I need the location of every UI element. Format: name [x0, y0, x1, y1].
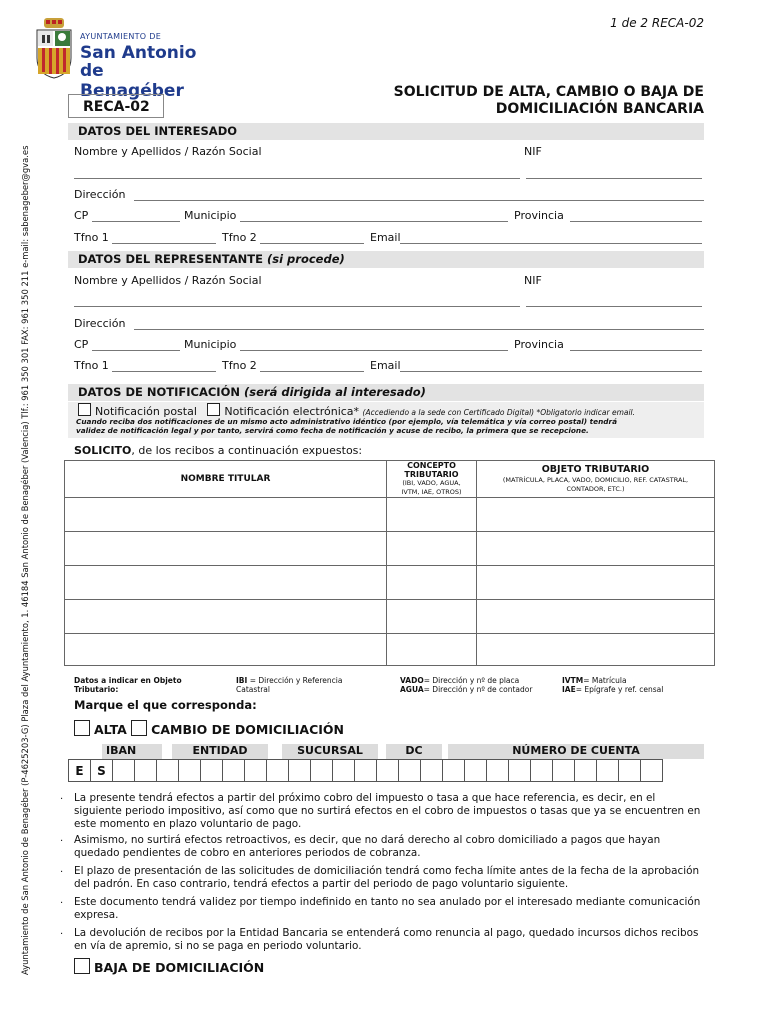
table-cell[interactable] [65, 566, 387, 600]
bullet-icon: · [60, 867, 64, 878]
representante-cp-field[interactable] [92, 350, 180, 351]
sucursal-digit[interactable] [311, 760, 333, 782]
representante-nif-label: NIF [524, 274, 542, 287]
alta-checkbox[interactable] [74, 720, 90, 736]
representante-heading-text: DATOS DEL REPRESENTANTE [78, 252, 263, 266]
representante-tfno2-label: Tfno 2 [222, 359, 257, 372]
alta-label: ALTA [94, 722, 127, 737]
interesado-address-field[interactable] [134, 200, 704, 201]
legend-iae-key: IAE [562, 685, 576, 694]
section-interesado-heading: DATOS DEL INTERESADO [68, 123, 704, 140]
form-code: RECA-02 [68, 94, 164, 118]
table-cell[interactable] [477, 498, 715, 532]
note-5: La devolución de recibos por la Entidad Bancaria se entenderá como renuncia al pago, quedado incursos dichos recibos en vía de apremio, si no se paga en periodo voluntario. [74, 927, 699, 952]
representante-address-label: Dirección [74, 317, 126, 330]
table-row [65, 600, 715, 634]
table-cell[interactable] [477, 532, 715, 566]
section-notificacion-heading [68, 384, 704, 401]
interesado-municipio-label: Municipio [184, 209, 237, 222]
interesado-email-label: Email [370, 231, 401, 244]
notificacion-info [76, 417, 617, 435]
cuenta-digit[interactable] [531, 760, 553, 782]
cuenta-digit[interactable] [553, 760, 575, 782]
col-concepto-sub1: (IBI, VADO, AGUA, [402, 479, 461, 487]
cuenta-digit[interactable] [487, 760, 509, 782]
dc-digit[interactable] [355, 760, 377, 782]
bullet-icon: · [60, 929, 64, 940]
entidad-digit[interactable] [157, 760, 179, 782]
legend-ivtm-text: = Matrícula [583, 676, 627, 685]
logo-line2: de Benagéber [80, 61, 184, 101]
cuenta-digit[interactable] [509, 760, 531, 782]
table-cell[interactable] [387, 566, 477, 600]
municipality-logo [34, 18, 204, 101]
interesado-tfno2-label: Tfno 2 [222, 231, 257, 244]
cambio-checkbox[interactable] [131, 720, 147, 736]
col-concepto-title1: CONCEPTO [407, 461, 456, 470]
iban-digit[interactable] [135, 760, 157, 782]
coat-of-arms-icon [34, 18, 74, 80]
entidad-digit[interactable] [201, 760, 223, 782]
receipts-table [64, 460, 715, 666]
table-row [65, 498, 715, 532]
interesado-email-field[interactable] [400, 243, 702, 244]
bullet-icon: · [60, 898, 64, 909]
interesado-cp-label: CP [74, 209, 89, 222]
note-3: El plazo de presentación de las solicitudes de domiciliación tendrá como fecha límite antes de la fecha de la aprobación del padrón. En caso contrario, tendrá efectos a partir del periodo de pago voluntario siguiente. [74, 865, 700, 890]
entidad-digit[interactable] [223, 760, 245, 782]
legend-ibi [236, 676, 342, 694]
postal-checkbox[interactable] [78, 403, 91, 416]
postal-option-label: Notificación postal [95, 405, 197, 418]
legend-vado-text: = Dirección y nº de placa [423, 676, 520, 685]
col-concepto-title2: TRIBUTARIO [404, 470, 459, 479]
solicito-bold: SOLICITO [74, 444, 132, 457]
representante-nif-field[interactable] [526, 306, 702, 307]
table-row [65, 566, 715, 600]
legend-ibi-text2: Catastral [236, 685, 270, 694]
representante-email-field[interactable] [400, 371, 702, 372]
representante-email-label: Email [370, 359, 401, 372]
table-cell[interactable] [387, 498, 477, 532]
sucursal-digit[interactable] [267, 760, 289, 782]
electronica-option-label: Notificación electrónica* [224, 405, 360, 418]
logo-line1: San Antonio [80, 43, 197, 63]
receipts-header-row [65, 461, 715, 498]
col-objeto-sub2: CONTADOR, ETC.) [566, 485, 625, 493]
marque-heading: Marque el que corresponda: [74, 698, 257, 712]
logo-small-text: AYUNTAMIENTO DE [80, 32, 162, 41]
note-4: Este documento tendrá validez por tiempo indefinido en tanto no sea anulado por el interesado mediante comunicación expresa. [74, 896, 701, 921]
notificacion-box [68, 402, 704, 438]
dc-header: DC [386, 744, 442, 759]
cuenta-digit[interactable] [641, 760, 663, 782]
interesado-cp-field[interactable] [92, 221, 180, 222]
interesado-name-label: Nombre y Apellidos / Razón Social [74, 145, 262, 158]
electronica-checkbox[interactable] [207, 403, 220, 416]
table-cell[interactable] [477, 634, 715, 666]
entidad-digit[interactable] [179, 760, 201, 782]
baja-option [74, 958, 264, 975]
iban-digit[interactable] [113, 760, 135, 782]
representante-tfno2-field[interactable] [260, 371, 364, 372]
section-representante-heading [68, 251, 704, 268]
title-line-2: DOMICILIACIÓN BANCARIA [495, 101, 704, 117]
representante-municipio-label: Municipio [184, 338, 237, 351]
bullet-icon: · [60, 794, 64, 805]
table-cell[interactable] [477, 566, 715, 600]
cuenta-digit[interactable] [399, 760, 421, 782]
col-concepto-sub2: IVTM, IAE, OTROS) [401, 488, 462, 496]
sucursal-digit[interactable] [289, 760, 311, 782]
representante-municipio-field[interactable] [240, 350, 508, 351]
interesado-address-label: Dirección [74, 188, 126, 201]
interesado-nif-field[interactable] [526, 178, 702, 179]
representante-cp-label: CP [74, 338, 89, 351]
table-row [65, 532, 715, 566]
legend-vado-agua [400, 676, 532, 694]
cuenta-digit[interactable] [575, 760, 597, 782]
cambio-label: CAMBIO DE DOMICILIACIÓN [151, 722, 345, 737]
representante-heading-note: (si procede) [267, 252, 345, 266]
col-nombre-titular: NOMBRE TITULAR [65, 461, 387, 498]
iban-header: IBAN [102, 744, 162, 759]
table-cell[interactable] [65, 600, 387, 634]
cuenta-digit[interactable] [597, 760, 619, 782]
dc-digit[interactable] [333, 760, 355, 782]
cuenta-digit[interactable] [465, 760, 487, 782]
notificacion-heading-text: DATOS DE NOTIFICACIÓN [78, 385, 240, 399]
note-1: La presente tendrá efectos a partir del próximo cobro del impuesto o tasa a que hace referencia, es decir, en el siguiente periodo impositivo, así como que no surtirá efectos en el cobro de impuestos o tasas que ya se encuentren en este momento en plazo voluntario de pago. [74, 792, 701, 830]
table-cell[interactable] [387, 532, 477, 566]
solicito-text [74, 444, 362, 457]
cuenta-digit[interactable] [377, 760, 399, 782]
legend-agua-text: = Dirección y nº de contador [423, 685, 533, 694]
representante-tfno1-field[interactable] [112, 371, 216, 372]
legend-agua-key: AGUA [400, 685, 424, 694]
side-address-text: Ayuntamiento de San Antonio de Benagéber (P-4625203-G) Plaza del Ayuntamiento, 1. 46184 San Antonio de Benagéber (Valencia) Tlf.: 961 350 301 FAX: 961 350 211 e-mail: sabenageber@gva.es [20, 145, 30, 975]
table-row [65, 634, 715, 666]
notificacion-info-line2: validez de notificación legal y por tanto, servirá como fecha de notificación y acuse de recibo, la primera que se recepcione. [76, 426, 589, 435]
col-objeto-sub1: (MATRÍCULA, PLACA, VADO, DOMICILIO, REF. CATASTRAL, [502, 476, 689, 484]
col-concepto [387, 461, 477, 498]
table-cell[interactable] [387, 634, 477, 666]
bank-header-row [68, 744, 708, 759]
interesado-provincia-label: Provincia [514, 209, 564, 222]
col-objeto [477, 461, 715, 498]
legend-ivtm-key: IVTM [562, 676, 584, 685]
baja-checkbox[interactable] [74, 958, 90, 974]
legend-ibi-text: = Dirección y Referencia [247, 676, 343, 685]
legend-ibi-key: IBI [236, 676, 248, 685]
cuenta-digit[interactable] [619, 760, 641, 782]
table-cell[interactable] [65, 532, 387, 566]
interesado-nif-label: NIF [524, 145, 542, 158]
interesado-name-field[interactable] [74, 178, 520, 179]
interesado-provincia-field[interactable] [570, 221, 702, 222]
entidad-header: ENTIDAD [172, 744, 268, 759]
sucursal-digit[interactable] [245, 760, 267, 782]
iban-prefix-s: S [91, 760, 113, 782]
iban-prefix-e: E [69, 760, 91, 782]
table-cell[interactable] [65, 634, 387, 666]
legend-ivtm-iae [562, 676, 663, 694]
representante-provincia-label: Provincia [514, 338, 564, 351]
iban-row [69, 760, 663, 782]
page-number: 1 de 2 RECA-02 [610, 16, 704, 30]
interesado-tfno1-field[interactable] [112, 243, 216, 244]
legend-iae-text: = Epígrafe y ref. censal [575, 685, 664, 694]
table-cell[interactable] [387, 600, 477, 634]
title-line-1: SOLICITUD DE ALTA, CAMBIO O BAJA DE [393, 84, 704, 100]
representante-provincia-field[interactable] [570, 350, 702, 351]
notificacion-options [78, 403, 635, 418]
bullet-icon: · [60, 836, 64, 847]
solicito-rest: , de los recibos a continuación expuestos: [131, 444, 363, 457]
cuenta-digit[interactable] [421, 760, 443, 782]
table-cell[interactable] [477, 600, 715, 634]
note-2: Asimismo, no surtirá efectos retroactivos, es decir, que no dará derecho al cobro domiciliado a pagos que hayan quedado pendientes de cobro en anteriores periodos de cobranza. [74, 834, 661, 859]
representante-tfno1-label: Tfno 1 [74, 359, 109, 372]
notificacion-heading-note: (será dirigida al interesado) [244, 385, 426, 399]
legend-intro-1: Datos a indicar en Objeto [74, 676, 182, 685]
iban-grid [68, 759, 663, 782]
alta-cambio-options [74, 720, 344, 737]
sucursal-header: SUCURSAL [282, 744, 378, 759]
representante-name-field[interactable] [74, 306, 520, 307]
table-cell[interactable] [65, 498, 387, 532]
legend-intro [74, 676, 182, 694]
cuenta-header: NÚMERO DE CUENTA [448, 744, 704, 759]
representante-address-field[interactable] [134, 329, 704, 330]
col-objeto-title: OBJETO TRIBUTARIO [541, 464, 650, 475]
legend-intro-2: Tributario: [74, 685, 119, 694]
notificacion-info-line1: Cuando reciba dos notificaciones de un mismo acto administrativo idéntico (por ejemplo, vía telemática y vía correo postal) tendrá [76, 417, 618, 426]
electronica-note: (Accediendo a la sede con Certificado Digital) *Obligatorio indicar email. [362, 408, 636, 417]
interesado-tfno1-label: Tfno 1 [74, 231, 109, 244]
representante-name-label: Nombre y Apellidos / Razón Social [74, 274, 262, 287]
baja-label: BAJA DE DOMICILIACIÓN [94, 960, 265, 975]
interesado-municipio-field[interactable] [240, 221, 508, 222]
legend-vado-key: VADO [400, 676, 424, 685]
interesado-tfno2-field[interactable] [260, 243, 364, 244]
cuenta-digit[interactable] [443, 760, 465, 782]
form-title [344, 84, 704, 118]
